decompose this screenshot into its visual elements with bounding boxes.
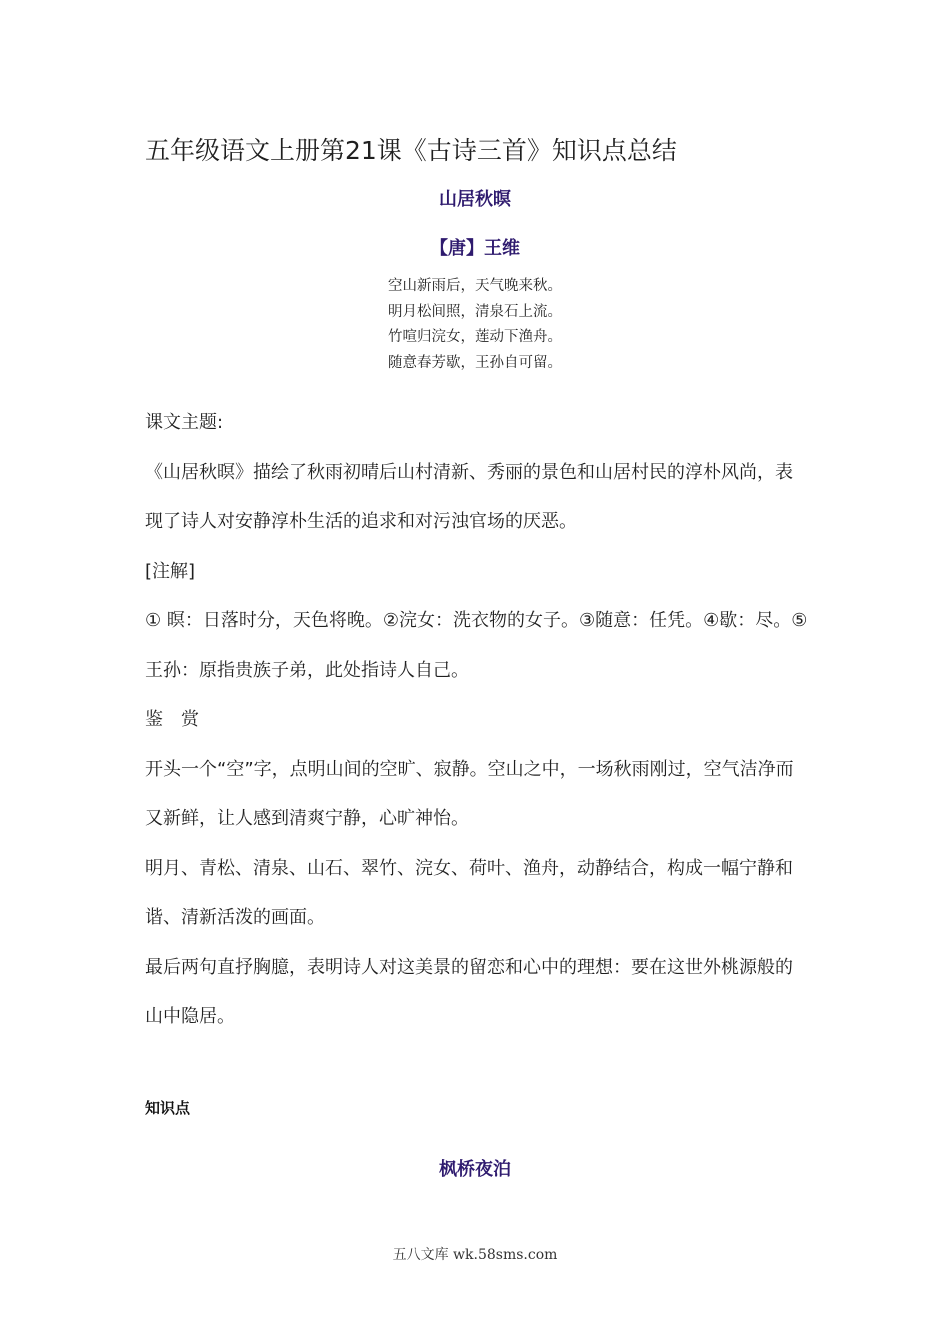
appreciation-paragraph: 明月、青松、清泉、山石、翠竹、浣女、荷叶、渔舟，动静结合，构成一幅宁静和谐、清新活泼的画面。 [145,857,793,928]
document-title: 五年级语文上册第21课《古诗三首》知识点总结 [145,136,677,165]
appreciation-paragraph: 开头一个“空”字，点明山间的空旷、寂静。空山之中，一场秋雨刚过，空气洁净而又新鲜，让人感到清爽宁静，心旷神怡。 [145,758,794,829]
theme-text: 《山居秋暝》描绘了秋雨初晴后山村清新、秀丽的景色和山居村民的淳朴风尚，表现了诗人对安静淳朴生活的追求和对污浊官场的厌恶。 [145,461,793,532]
appreciation-paragraph: 最后两句直抒胸臆，表明诗人对这美景的留恋和心中的理想：要在这世外桃源般的山中隐居。 [145,956,793,1027]
footer-watermark: 五八文库 wk.58sms.com [392,1247,558,1263]
poem2-title: 枫桥夜泊 [439,1159,511,1180]
poem-author: 【唐】王维 [430,238,520,259]
poem-line: 竹喧归浣女，莲动下渔舟。 [388,329,562,345]
poem-title: 山居秋暝 [439,189,511,210]
body-content [145,398,810,1042]
notes-label: [注解] [145,560,196,582]
poem-line: 明月松间照，清泉石上流。 [388,303,562,320]
appreciation-label: 鉴 赏 [145,709,199,730]
theme-label: 课文主题: [145,412,224,433]
poem-line: 随意春芳歇，王孙自可留。 [388,354,562,371]
knowledge-label: 知识点 [145,1099,191,1117]
poem-lines [0,274,950,376]
notes-text: ① 暝：日落时分，天色将晚。②浣女：洗衣物的女子。③随意：任凭。④歇：尽。⑤王孙：原指贵族子弟，此处指诗人自己。 [145,610,808,681]
poem-line: 空山新雨后，天气晚来秋。 [388,278,562,294]
